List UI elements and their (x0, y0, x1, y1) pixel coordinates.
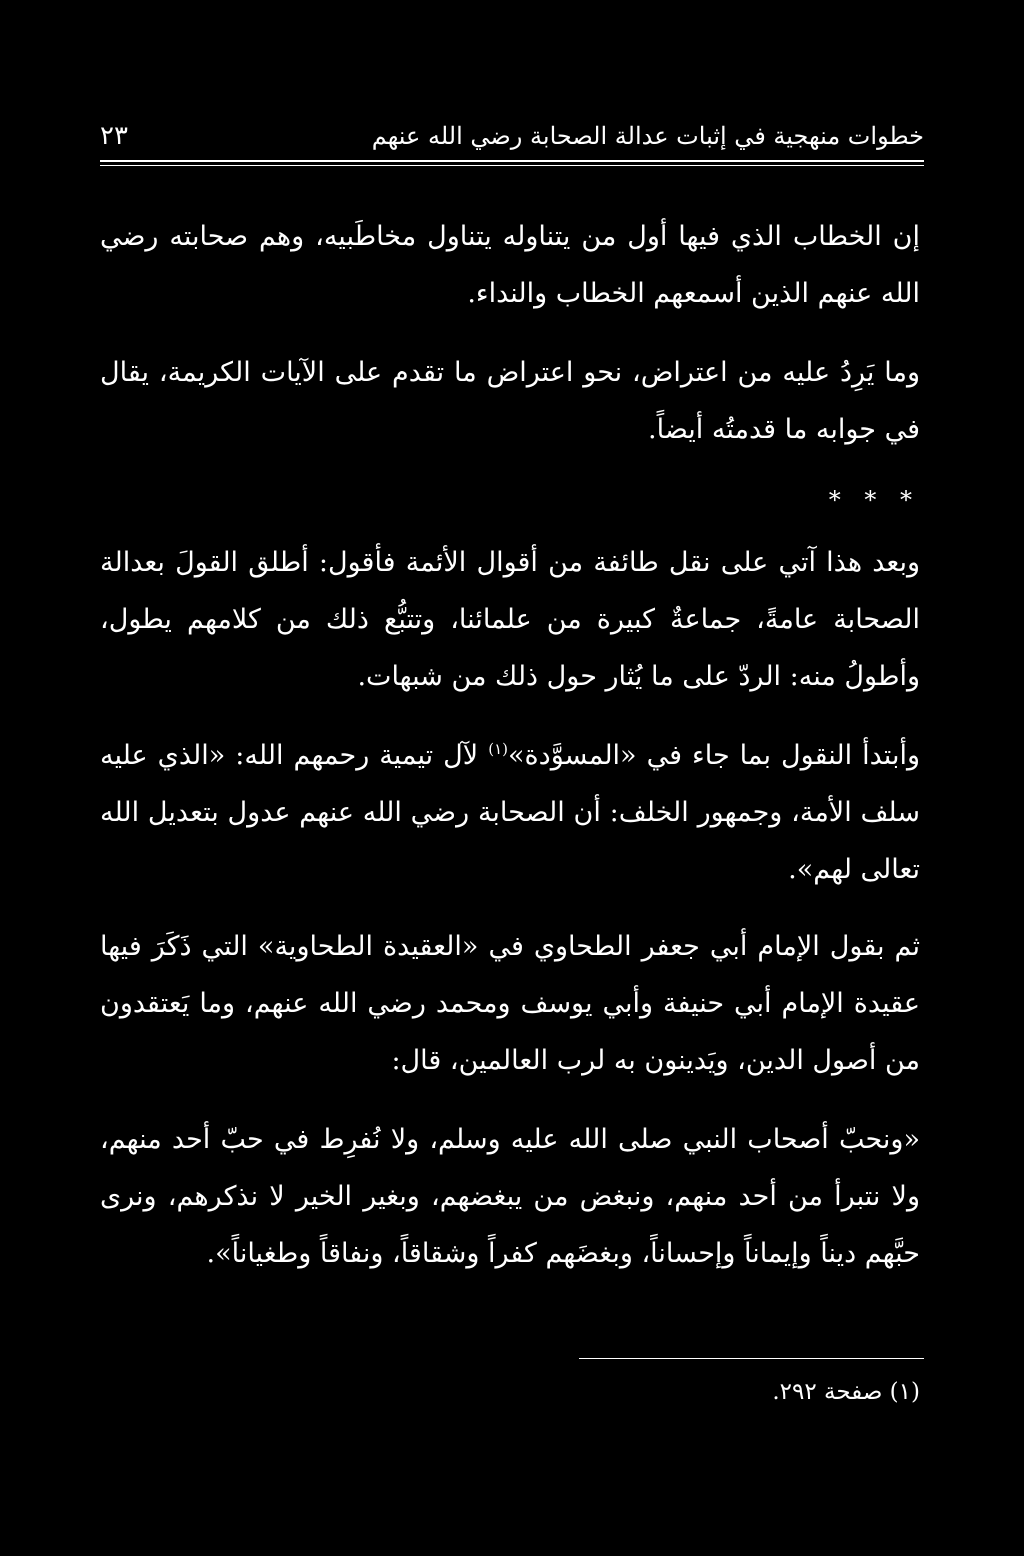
header-rule (100, 160, 924, 166)
paragraph-3: وبعد هذا آتي على نقل طائفة من أقوال الأئمة فأقول: أطلق القولَ بعدالة الصحابة عامةً، جماعةٌ كبيرة من علمائنا، وتتبُّع ذلك من كلامهم يطول، وأطولُ منه: الردّ على ما يُثار حول ذلك من شبهات. (100, 547, 920, 692)
paragraph-5: ثم بقول الإمام أبي جعفر الطحاوي في «العقيدة الطحاوية» التي ذَكَرَ فيها عقيدة الإمام أبي حنيفة وأبي يوسف ومحمد رضي الله عنهم، وما يَعتقدون من أصول الدين، ويَدينون به لرب العالمين، قال: (100, 931, 920, 1076)
footnote-rule (579, 1358, 924, 1359)
paragraph-1: إن الخطاب الذي فيها أول من يتناوله يتناول مخاطَبيه، وهم صحابته رضي الله عنهم الذين أسمعهم الخطاب والنداء. (100, 221, 920, 309)
running-header-title: خطوات منهجية في إثبات عدالة الصحابة رضي الله عنهم (371, 122, 924, 150)
paragraph-4 (100, 727, 920, 898)
paragraph-6: «ونحبّ أصحاب النبي صلى الله عليه وسلم، ولا نُفرِط في حبّ أحد منهم، ولا نتبرأ من أحد منهم، ونبغض من يبغضهم، وبغير الخير لا نذكرهم، ونرى حبَّهم ديناً وإيماناً وإحساناً، وبغضَهم كفراً وشقاقاً، ونفاقاً وطغياناً». (100, 1124, 920, 1269)
section-separator: * * * (828, 486, 920, 514)
body-text (100, 208, 920, 1304)
footnote-marker: (١) (488, 740, 508, 758)
paragraph-4-rest: لآل تيمية رحمهم الله: «الذي عليه سلف الأمة، وجمهور الخلف: أن الصحابة رضي الله عنهم عدول بتعديل الله تعالى لهم». (100, 740, 920, 885)
page-number: ٢٣ (100, 121, 128, 151)
running-header (100, 118, 924, 154)
paragraph-2: وما يَرِدُ عليه من اعتراض، نحو اعتراض ما تقدم على الآيات الكريمة، يقال في جوابه ما قدمتُه أيضاً. (100, 357, 920, 445)
footnote: (١) صفحة ٢٩٢. (772, 1379, 920, 1405)
paragraph-4-lead: وأبتدأ النقول بما جاء في «المسوَّدة» (508, 740, 920, 771)
